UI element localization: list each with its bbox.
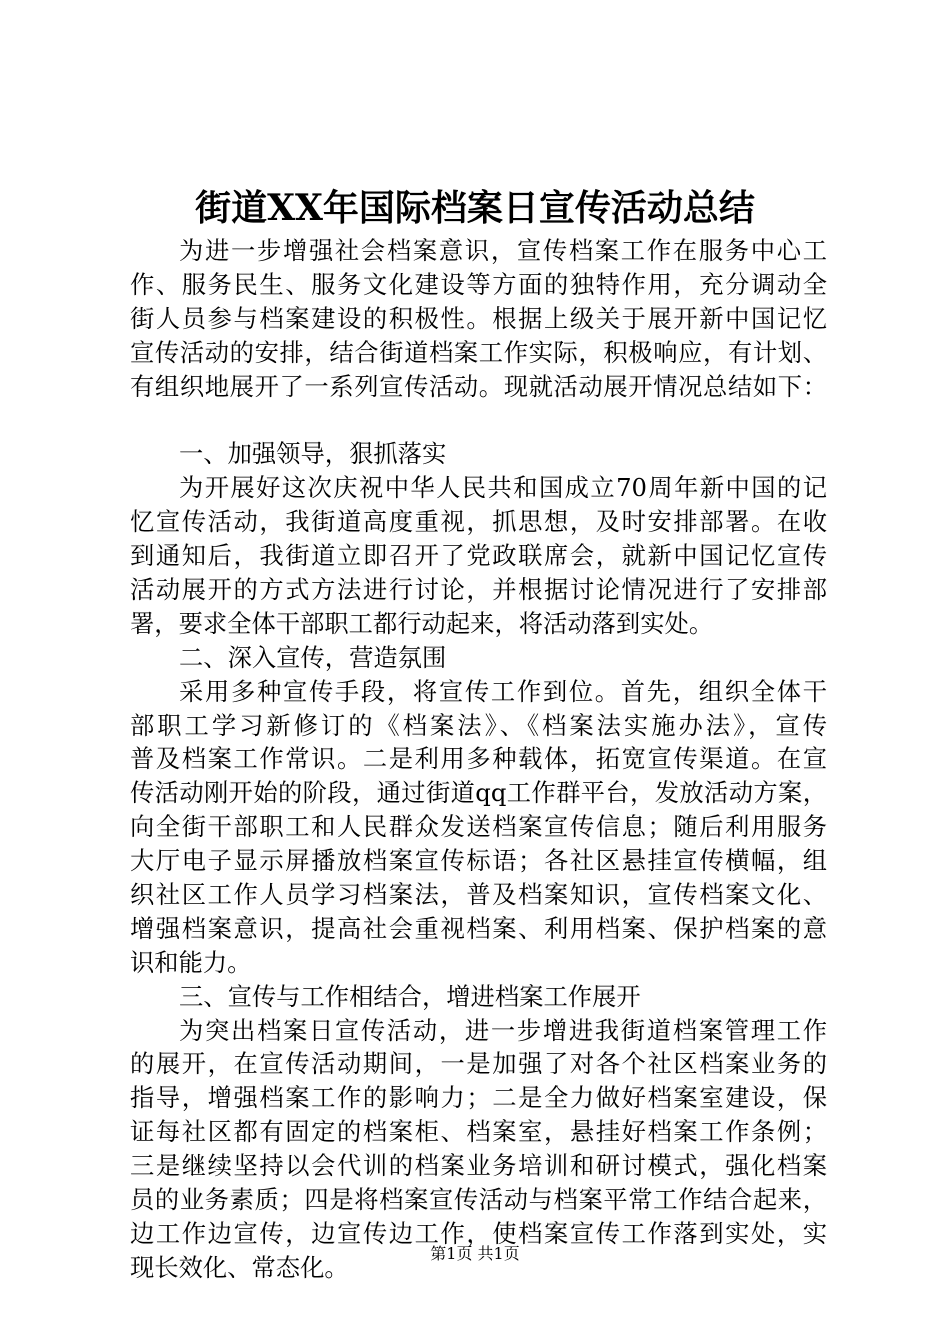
paragraph-line: 的展开，在宣传活动期间，一是加强了对各个社区档案业务的 [130,1049,827,1079]
paragraph-line: 大厅电子显示屏播放档案宣传标语；各社区悬挂宣传横幅，组 [130,846,827,876]
section-heading: 三、宣传与工作相结合，增进档案工作展开 [179,981,641,1011]
document-body [130,234,827,1285]
paragraph-line: 现长效化、常态化。 [130,1252,349,1282]
paragraph-line: 署，要求全体干部职工都行动起来，将活动落到实处。 [130,608,714,638]
paragraph-line: 三是继续坚持以会代训的档案业务培训和研讨模式，强化档案 [130,1151,827,1181]
paragraph-line: 采用多种宣传手段，将宣传工作到位。首先，组织全体干 [179,676,827,706]
intro-paragraph [130,234,827,403]
paragraph-line: 街人员参与档案建设的积极性。根据上级关于展开新中国记忆 [130,303,827,333]
section-2 [130,641,827,980]
section-3 [130,980,827,1285]
paragraph-gap [130,403,827,437]
paragraph-line: 活动展开的方式方法进行讨论，并根据讨论情况进行了安排部 [130,575,827,605]
section-heading: 二、深入宣传，营造氛围 [179,642,447,672]
paragraph-line: 证每社区都有固定的档案柜、档案室，悬挂好档案工作条例； [130,1117,827,1147]
paragraph-line: 向全街干部职工和人民群众发送档案宣传信息；随后利用服务 [130,812,827,842]
paragraph-line: 为开展好这次庆祝中华人民共和国成立70周年新中国的记 [179,473,827,503]
paragraph-line: 员的业务素质；四是将档案宣传活动与档案平常工作结合起来， [130,1185,827,1215]
paragraph-line: 宣传活动的安排，结合街道档案工作实际，积极响应，有计划、 [130,337,827,367]
paragraph-line: 织社区工作人员学习档案法，普及档案知识，宣传档案文化、 [130,880,827,910]
paragraph-line: 作、服务民生、服务文化建设等方面的独特作用，充分调动全 [130,269,827,299]
paragraph-line: 忆宣传活动，我街道高度重视，抓思想，及时安排部署。在收 [130,507,827,537]
document-title: 街道XX年国际档案日宣传活动总结 [195,187,755,229]
paragraph-line: 边工作边宣传，边宣传边工作，使档案宣传工作落到实处，实 [130,1218,827,1248]
paragraph-line: 为突出档案日宣传活动，进一步增进我街道档案管理工作 [179,1015,827,1045]
paragraph-line: 到通知后，我街道立即召开了党政联席会，就新中国记忆宣传 [130,541,827,571]
paragraph-line: 增强档案意识，提高社会重视档案、利用档案、保护档案的意 [130,913,827,943]
section-heading: 一、加强领导，狠抓落实 [179,439,447,469]
paragraph-line: 普及档案工作常识。二是利用多种载体，拓宽宣传渠道。在宣 [130,744,827,774]
paragraph-line: 有组织地展开了一系列宣传活动。现就活动展开情况总结如下： [130,371,827,401]
paragraph-line: 为进一步增强社会档案意识，宣传档案工作在服务中心工 [179,236,827,265]
paragraph-line: 传活动刚开始的阶段，通过街道qq工作群平台，发放活动方案， [130,778,827,808]
section-1 [130,437,827,640]
paragraph-line: 指导，增强档案工作的影响力；二是全力做好档案室建设，保 [130,1083,827,1113]
paragraph-line: 识和能力。 [130,947,252,977]
page-footer: 第1页 共1页 [430,1244,520,1263]
paragraph-line: 部职工学习新修订的《档案法》、《档案法实施办法》，宣传 [130,710,827,740]
